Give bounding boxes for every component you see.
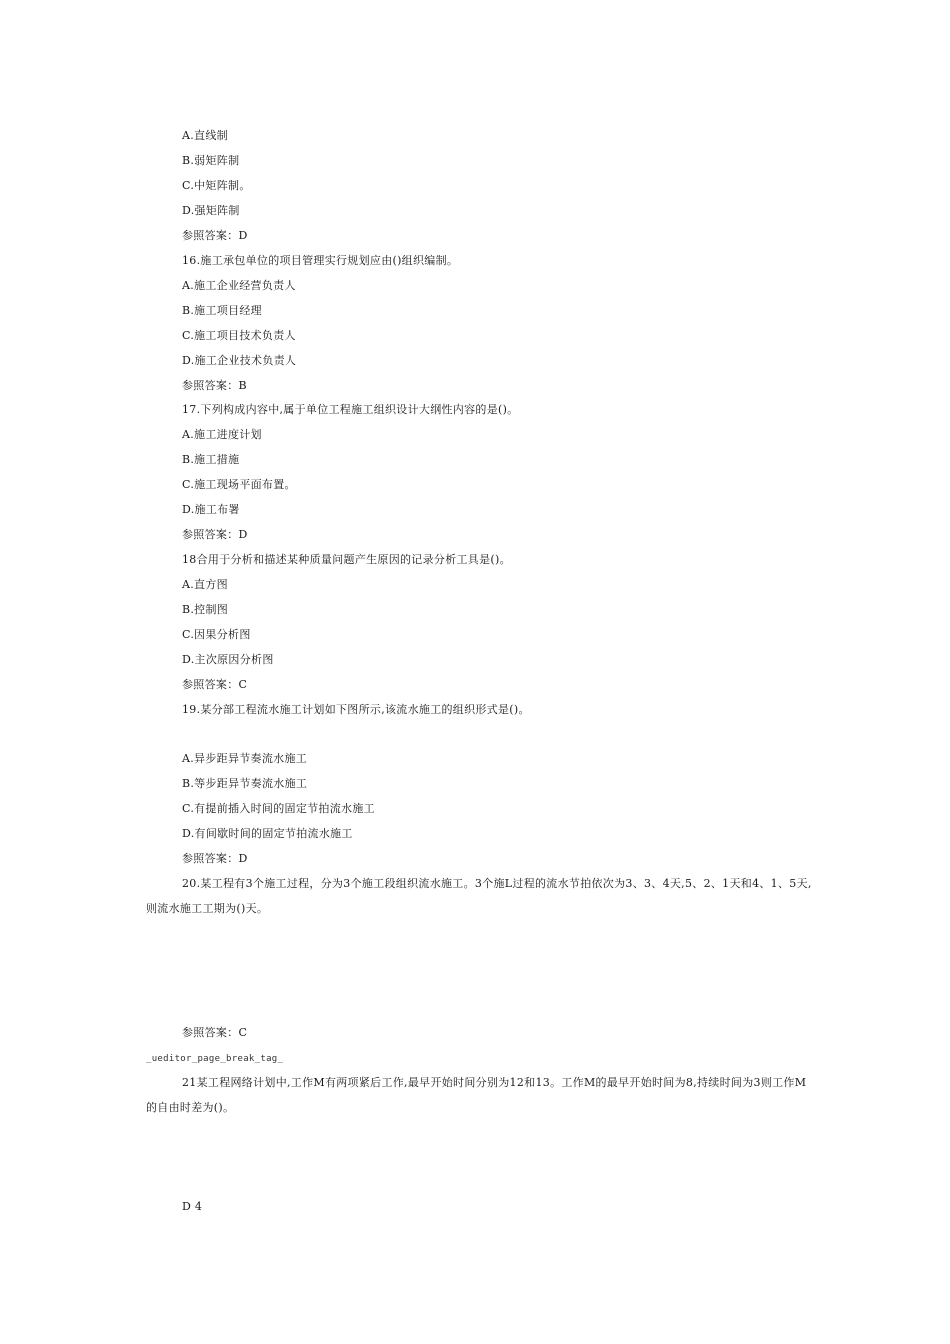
q18-option-a: A.直方图 — [182, 578, 228, 591]
q21-question-continued: 的自由时差为()。 — [146, 1101, 235, 1114]
q17-question: 17.下列构成内容中,属于单位工程施工组织设计大纲性内容的是()。 — [182, 403, 519, 416]
q19-option-c: C.有提前插入时间的固定节拍流水施工 — [182, 802, 375, 815]
page-break-tag: _ueditor_page_break_tag_ — [146, 1054, 284, 1064]
q19-option-d: D.有间歇时间的固定节拍流水施工 — [182, 827, 353, 840]
q20-question: 20.某工程有3个施工过程，分为3个施工段组织流水施工。3个施L过程的流水节拍依次为3、3、4天,5、2、1天和4、1、5天, — [182, 877, 812, 890]
q19-question: 19.某分部工程流水施工计划如下图所示,该流水施工的组织形式是()。 — [182, 703, 530, 716]
q18-option-b: B.控制图 — [182, 603, 229, 616]
q18-question: 18合用于分析和描述某种质量问题产生原因的记录分析工具是()。 — [182, 553, 511, 566]
q18-option-c: C.因果分析图 — [182, 628, 251, 641]
q19-option-b: B.等步距异节奏流水施工 — [182, 777, 308, 790]
q15-option-d: D.强矩阵制 — [182, 204, 240, 217]
q16-option-b: B.施工项目经理 — [182, 304, 262, 317]
q16-option-a: A.施工企业经营负责人 — [182, 279, 296, 292]
q15-option-b: B.弱矩阵制 — [182, 154, 240, 167]
q16-question: 16.施工承包单位的项目管理实行规划应由()组织编制。 — [182, 254, 459, 267]
q18-answer: 参照答案：C — [182, 678, 248, 691]
q17-option-d: D.施工布署 — [182, 503, 240, 516]
q16-option-c: C.施工项目技术负责人 — [182, 329, 296, 342]
q16-option-d: D.施工企业技术负责人 — [182, 354, 297, 367]
q21-question: 21某工程网络计划中,工作M有两项紧后工作,最早开始时间分别为12和13。工作M的最早开始时间为8,持续时间为3则工作M — [182, 1076, 807, 1089]
q16-answer: 参照答案：B — [182, 379, 247, 392]
q15-option-c: C.中矩阵制。 — [182, 179, 251, 192]
q15-answer: 参照答案：D — [182, 229, 248, 242]
q17-option-a: A.施工进度计划 — [182, 428, 262, 441]
q19-option-a: A.异步距异节奏流水施工 — [182, 752, 308, 765]
q20-question-continued: 则流水施工工期为()天。 — [146, 902, 269, 915]
q17-option-b: B.施工措施 — [182, 453, 240, 466]
q17-option-c: C.施工现场平面布置。 — [182, 478, 296, 491]
q19-answer: 参照答案：D — [182, 852, 248, 865]
q18-option-d: D.主次原因分析图 — [182, 653, 274, 666]
q15-option-a: A.直线制 — [182, 129, 228, 142]
q17-answer: 参照答案：D — [182, 528, 248, 541]
q20-answer: 参照答案：C — [182, 1026, 248, 1039]
q21-answer: D 4 — [182, 1200, 203, 1213]
